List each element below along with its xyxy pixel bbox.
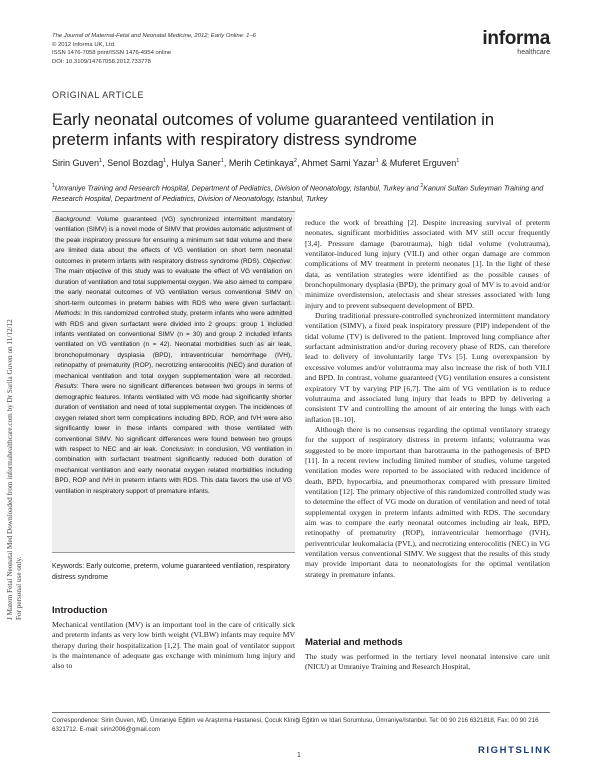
- paragraph: During traditional pressure-controlled synchronized intermittent mandatory ventilation (SIMV), a fixed peak inspiratory pressure (PIP) independent of the tidal volume (TV) is delivered to the patient. Improved lung compliance after surfactant administration and/or during recovery phase of RDS, can therefore lead to delivery of involuntarily large TVs [5]. Lung overexpansion by excessive volumes and/or volutrauma may also increase the risk of both VILI and BPD. In contrast, volume guaranteed (VG) ventilation ensures a consistent expiratory VT by varying PIP [6,7]. The aim of VG ventilation is to reduce volutrauma and associated lung injury that leads to BPD by delivering a consistent TV and controlling the amount of air entering the lungs with each inflation [8–10].: [305, 311, 550, 424]
- affiliations: $^1$Umraniye Training and Research Hospital, Department of Pediatrics, Division of Neonatology, Istanbul, Turkey and $^2$Kanuni Sultan Suleyman Training and Research Hospital, Department of Pediatrics, Division of Neonatology, Istanbul, Turkey: [52, 183, 544, 204]
- author-list: [52, 158, 459, 168]
- footer-divider: [52, 712, 550, 713]
- paragraph: The study was performed in the tertiary level neonatal intensive care unit (NICU) at Umraniye Training and Research Hospital,: [305, 652, 550, 672]
- author: Hulya Saner$^1$,: [171, 158, 229, 168]
- author: Muferet Erguven$^1$: [389, 158, 460, 168]
- author: Sirin Guven$^1$,: [52, 158, 108, 168]
- paragraph: reduce the work of breathing [2]. Despite increasing survival of preterm neonates, significant morbidities associated with MV still occur frequently [3,4]. Pressure damage (barotrauma), high tidal volume (volutrauma), ventilator-induced lung injury (VILI) and other organ damage are common complications of MV treatment in preterm neonates [1]. In the light of these data, as ventilation strategies were identified as the possible causes of bronchopulmonary dysplasia (BPD), the primary goal of MV is to avoid and/or minimize overdistension, atelectasis and shear stresses associated with lung injury and to prevent subsequent development of BPD.: [305, 218, 550, 310]
- download-notice-line-1: J Matern Fetal Neonatal Med Downloaded from informahealthcare.com by Dr Sarila Guven on 11/12/12: [6, 319, 14, 620]
- article-title: Early neonatal outcomes of volume guaranteed ventilation in preterm infants with respiratory distress syndrome: [52, 111, 495, 149]
- abstract-methods-label: Methods: [55, 310, 81, 318]
- download-notice-line-2: For personal use only.: [15, 556, 23, 620]
- download-notice: [2, 210, 32, 620]
- abstract-background-label: Background: [55, 216, 90, 223]
- journal-meta: [52, 32, 256, 66]
- publisher-name: informa: [482, 28, 550, 49]
- article-type: ORIGINAL ARTICLE: [52, 90, 145, 100]
- copyright-line: © 2012 Informa UK, Ltd.: [52, 41, 116, 48]
- author: Senol Bozdag$^1$,: [107, 158, 172, 168]
- journal-citation: The Journal of Maternal-Fetal and Neonatal Medicine, 2012; Early Online: 1–6: [52, 33, 256, 39]
- right-column-body: [305, 218, 550, 634]
- correspondence-note: Correspondence: Sirin Guven, MD, Ümraniye Eğitim ve Araştırma Hastanesi, Çocuk Kliniği Eğitim ve Idari Sorumlusu, Ümraniye/Istanbul. Tel: 00 90 216 6321818, Fax: 00 90 216 6321712. E-mail: sirin2006@gmail.com: [52, 717, 539, 733]
- abstract-objective-label: Objective: [262, 257, 291, 265]
- keywords: Keywords: Early outcome, preterm, volume guaranteed ventilation, respiratory distress syndrome: [52, 563, 290, 581]
- abstract: [52, 211, 295, 553]
- author: Merih Cetinkaya$^2$,: [228, 158, 302, 168]
- introduction-body: [52, 620, 295, 706]
- abstract-conclusion-label: Conclusion: [160, 445, 193, 453]
- doi-line: DOI: 10.3109/14767058.2012.733778: [52, 58, 151, 65]
- paragraph: Mechanical ventilation (MV) is an important tool in the care of critically sick and preterm infants as very low birth weight (VLBW) infants may require MV therapy during their hospitalization [1,2]. The main goal of ventilator support is the maintenance of adequate gas exchange with minimum lung injury and also to: [52, 620, 295, 671]
- publisher-logo: [482, 28, 550, 56]
- page-number: 1: [297, 752, 301, 759]
- publisher-subtitle: healthcare: [517, 49, 550, 56]
- abstract-results-label: Results: [55, 383, 77, 391]
- author: Ahmet Sami Yazar$^1$ &: [301, 158, 390, 168]
- methods-heading: Material and methods: [305, 637, 403, 648]
- rightslink-logo[interactable]: RIGHTSLINK: [477, 745, 552, 756]
- introduction-heading: Introduction: [52, 605, 108, 616]
- abstract-text: Background: Volume guaranteed (VG) synchronized intermittent mandatory ventilation (SIMV) is a novel mode of SIMV that provides automatic adjustment of the peak inspiratory pressure for ensuring a minimum set tidal volume and there are limited data about the effects of VG ventilation on short term neonatal outcomes in preterm infants with respiratory distress syndrome (RDS). Objective: The main objective of this study was to evaluate the effect of VG ventilation on duration of ventilation and total supplemental oxygen. We also aimed to compare the early neonatal outcomes of VG ventilation versus conventional SIMV on short-term outcomes in preterm babies with RDS who were given surfactant. Methods: In this randomized controlled study, preterm infants who were admitted with RDS and given surfactant were divided into 2 groups: group 1 included infants ventilated on conventional SIMV (n = 30) and group 2 included infants ventilated on VG ventilation (n = 42). Neonatal morbidities such as air leak, bronchopulmonary dysplasia (BPD), intraventricular hemorrhage (IVH), retinopathy of prematurity (ROP), necrotizing enterocolitis (NEC) and duration of mechanical ventilation and total oxygen supplementation were all recorded. Results: There were no significant differences between two groups in terms of demographic features. Infants ventilated with VG mode had significantly shorter duration of ventilation and need of total supplemental oxygen. The incidences of oxygen related short term complications including BPD, ROP, and IVH were also significantly lower in these infants compared with those ventilated with conventional SIMV. No significant differences were found between two groups with respect to NEC and air leak. Conclusion: In conclusion, VG ventilation in combination with surfactant treatment significantly reduced both duration of mechanical ventilation and early neonatal oxygen related morbidities including BPD, ROP and IVH in preterm infants with RDS. This data favors the use of VG ventilation in respiratory support of premature infants.: [55, 216, 293, 495]
- issn-line: ISSN 1476-7058 print/ISSN 1476-4954 online: [52, 50, 172, 57]
- paragraph: Although there is no consensus regarding the optimal ventilatory strategy for the support of respiratory distress in preterm infants; volutrauma was suggested to be more important than barotrauma in the pathogenesis of BPD [11]. In a recent review including limited number of studies, volume targeted ventilation modes were reported to be associated with reduced incidence of death, BPD, hypocarbia, and pneumothorax compared with pressure limited ventilation [12]. The primary objective of this randomized controlled study was to determine the effect of VG mode on duration of ventilation and need of total supplemental oxygen in preterm infants admitted with RDS. The secondary aim was to compare the early neonatal outcomes including air leak, BPD, retinopathy of prematurity (ROP), intraventricular hemorrhage (IVH), periventricular leukomalacia (PVL), and necrotizing enterocolitis (NEC) in VG ventilation versus conventional SIMV. We suggest that the results of this study may provide important data to neonatologists for the optimal ventilation strategy in premature infants.: [305, 424, 550, 579]
- methods-body: [305, 652, 550, 700]
